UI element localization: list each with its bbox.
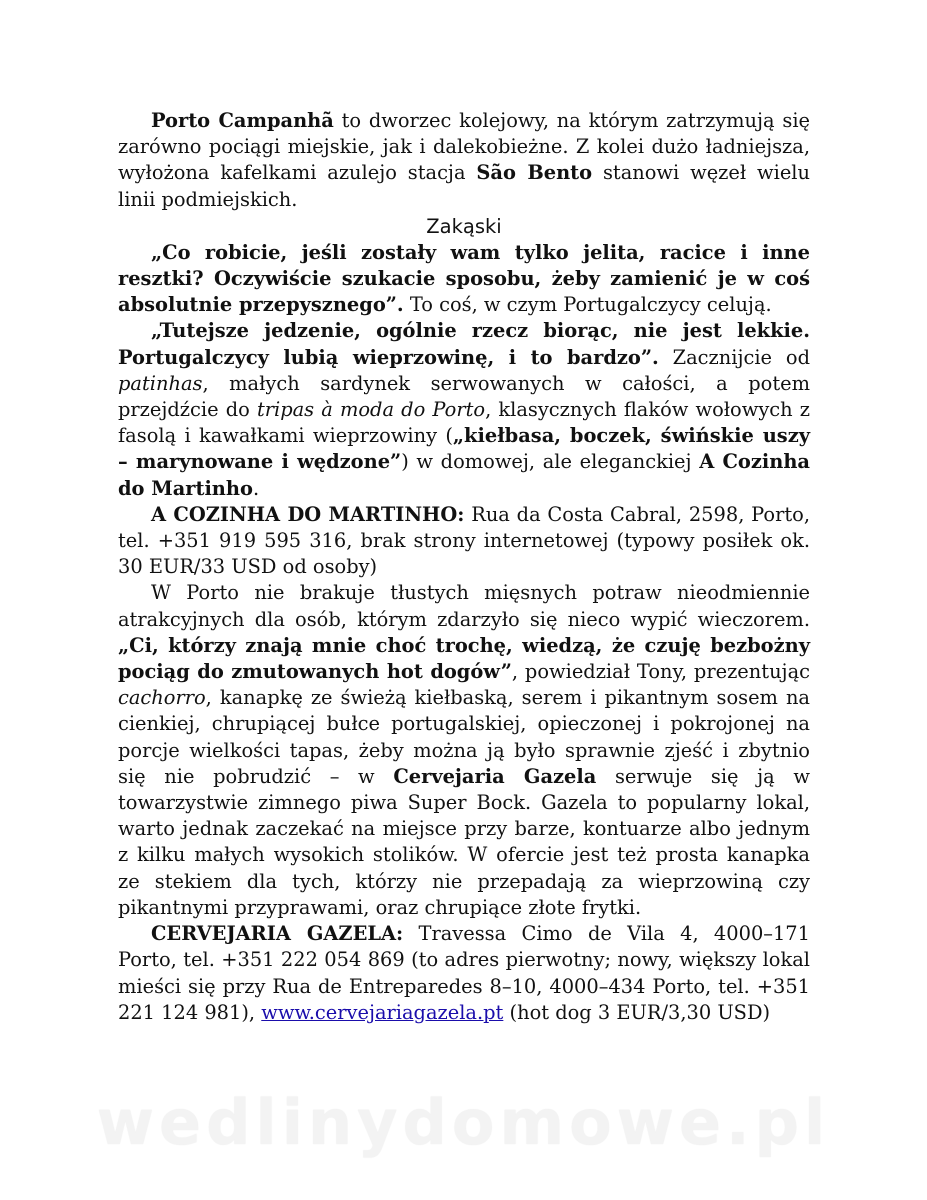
italic-dish-name: patinhas (118, 371, 203, 395)
paragraph-text: , powiedział Tony, prezentując (511, 660, 810, 684)
bold-restaurant-name: Cervejaria Gazela (393, 764, 597, 788)
italic-dish-name: cachorro (118, 686, 206, 710)
bold-quote: „kiełbasa, boczek, świńskie uszy – marynowane i wędzone” (118, 424, 810, 474)
paragraph-text: to dworzec kolejowy, na którym zatrzymują się zarówno pociągi miejskie, jak i dalekobieżne. Z kolei dużo ładniejsza, wyłożona kafelkami azulejo stacja (118, 109, 810, 185)
paragraph-text: Rua da Costa Cabral, 2598, Porto, tel. +351 919 595 316, brak strony internetowej (typowy posiłek ok. 30 EUR/33 USD od osoby) (118, 502, 810, 579)
paragraph-text: , klasycznych flaków wołowych z fasolą i kawałkami wieprzowiny ( (118, 398, 810, 448)
bold-sao-bento: São Bento (476, 161, 593, 185)
paragraph-text: (hot dog 3 EUR/3,30 USD) (503, 1000, 771, 1024)
bold-porto-campanha: Porto Campanhã (151, 109, 334, 132)
paragraph-text: W Porto nie brakuje tłustych mięsnych potraw nieodmiennie atrakcyjnych dla osób, którym zdarzyło się nieco wypić wieczorem. (118, 581, 810, 631)
bold-quote: „Tutejsze jedzenie, ogólnie rzecz biorąc, nie jest lekkie. Portugalczycy lubią wieprzowinę, i to bardzo”. (118, 319, 810, 369)
paragraph-transport (118, 108, 810, 213)
paragraph-text: ) w domowej, ale eleganckiej (401, 450, 700, 474)
website-link[interactable]: www.cervejariagazela.pt (261, 1000, 504, 1024)
bold-quote: „Co robicie, jeśli zostały wam tylko jelita, racice i inne resztki? Oczywiście szukacie sposobu, żeby zamienić je w coś absolutnie przepysznego”. (118, 240, 810, 317)
paragraph-text: , małych sardynek serwowanych w całości, a potem przejdźcie do (118, 371, 810, 422)
document-page (118, 108, 810, 1026)
bold-venue-name: CERVEJARIA GAZELA: (151, 922, 404, 946)
bold-venue-name: A COZINHA DO MARTINHO: (151, 502, 465, 526)
paragraph-text: , kanapkę ze świeżą kiełbaską, serem i pikantnym sosem na cienkiej, chrupiącej bułce portugalskiej, opieczonej i pokrojonej na porcje wielkości tapas, żeby można ją było sprawnie zjeść i zbytnio się nie pobrudzić – w (118, 686, 810, 788)
bold-quote: „Ci, którzy znają mnie choć trochę, wiedzą, że czuję bezbożny pociąg do zmutowanych hot dogów” (118, 633, 810, 684)
italic-dish-name: tripas à moda do Porto (256, 398, 486, 422)
paragraph-text: Zacznijcie od (658, 345, 810, 369)
paragraph-text: stanowi węzeł wielu linii podmiejskich. (118, 161, 810, 211)
paragraph-quote-leftovers (118, 240, 810, 319)
section-heading: Zakąski (426, 214, 502, 238)
bold-restaurant-name: A Cozinha do Martinho (118, 450, 810, 500)
paragraph-text: Travessa Cimo de Vila 4, 4000–171 Porto, tel. +351 222 054 869 (to adres pierwotny; nowy, większy lokal mieści się przy Rua de Entreparedes 8–10, 4000–434 Porto, tel. +351 221 124 981), (118, 922, 810, 1024)
paragraph-text: . (252, 476, 260, 500)
paragraph-food (118, 318, 810, 501)
paragraph-hot-dogs (118, 580, 810, 921)
paragraph-text: serwuje się ją w towarzystwie zimnego piwa Super Bock. Gazela to popularny lokal, warto jednak zaczekać na miejsce przy barze, kontuarze albo jednym z kilku małych wysokich stolików. W ofercie jest też prosta kanapka ze stekiem dla tych, którzy nie przepadają za wieprzowiną czy pikantnymi przyprawami, oraz chrupiące złote frytki. (118, 764, 810, 919)
paragraph-text: To coś, w czym Portugalczycy celują. (403, 293, 772, 317)
watermark-text: wedlinydomowe.pl (96, 1086, 831, 1159)
paragraph-address-gazela (118, 921, 810, 1026)
paragraph-address-cozinha (118, 502, 810, 581)
